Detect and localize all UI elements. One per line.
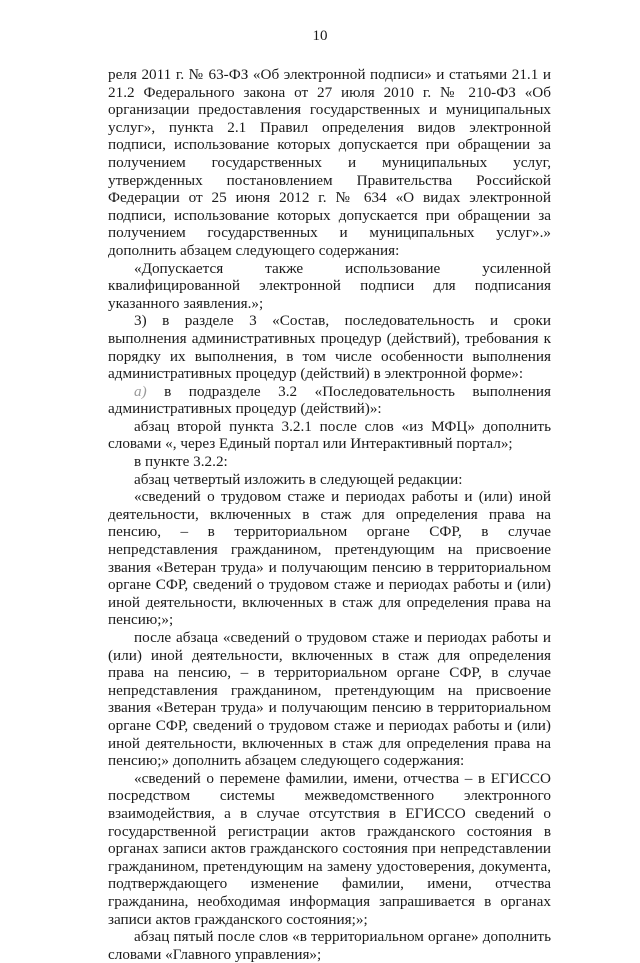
paragraph-quote-signature: «Допускается также использование усиленной квалифицированной электронной подписи для подписания указанного заявления.»; [108, 259, 551, 312]
paragraph-fifth-abzac: абзац пятый после слов «в территориальном органе» дополнить словами «Главного управления»; [108, 928, 551, 963]
paragraph-fourth-abzac: абзац четвертый изложить в следующей редакции: [134, 470, 463, 488]
paragraph-quote-labor-record: «сведений о трудовом стаже и периодах работы и (или) иной деятельности, включенных в стаж для определения права на пенсию, – в территориальном органе СФР, в случае непредставления гражданином, претендующим на присвоение звания «Ветеран труда» и получающим пенсию в территориальном органе СФР, сведений о трудовом стаже и периодах работы и (или) иной деятельности, включенных в стаж для определения права на пенсию;»; [108, 488, 551, 629]
paragraph-item-3: 3) в разделе 3 «Состав, последовательность и сроки выполнения административных процедур (действий), требования к порядку их выполнения, в том числе особенности выполнения административных процедур (действий) в электронной форме»: [108, 312, 551, 383]
paragraph-3-2-1: абзац второй пункта 3.2.1 после слов «из МФЦ» дополнить словами «, через Единый портал или Интерактивный портал»; [108, 417, 551, 453]
paragraph-quote-name-change: «сведений о перемене фамилии, имени, отчества – в ЕГИССО посредством системы межведомственного электронного взаимодействия, а в случае отсутствия в ЕГИССО сведений о государственной регистрации актов гражданского состояния в органах записи актов гражданского состояния при непредставлении гражданином, претендующим на замену удостоверения, документа, подтверждающего изменение фамилии, имени, отчества гражданина, необходимая информация запрашивается в органах записи актов гражданского состояния;»; [108, 769, 551, 928]
document-body [108, 66, 551, 963]
paragraph-after-abzac: после абзаца «сведений о трудовом стаже и периодах работы и (или) иной деятельности, включенных в стаж для определения права на пенсию, – в территориальном органе СФР, в случае непредставления гражданином, претендующим на присвоение звания «Ветеран труда» и получающим пенсию в территориальном органе СФР, сведений о трудовом стаже и периодах работы и (или) иной деятельности, включенных в стаж для определения права на пенсию;» дополнить абзацем следующего содержания: [108, 629, 551, 770]
paragraph-continuation: реля 2011 г. № 63-ФЗ «Об электронной подписи» и статьями 21.1 и 21.2 Федерального закона от 27 июля 2010 г. № 210-ФЗ «Об организации предоставления государственных и муниципальных услуг», пункта 2.1 Правил определения видов электронной подписи, использование которых допускается при обращении за получением государственных и муниципальных услуг, утвержденных постановлением Правительства Российской Федерации от 25 июня 2012 г. № 634 «О видах электронной подписи, использование которых допускается при обращении за получением государственных и муниципальных услуг».» дополнить абзацем следующего содержания: [108, 66, 551, 259]
paragraph-subitem-a: а) в подразделе 3.2 «Последовательность выполнения административных процедур (действий)»: [108, 382, 551, 418]
page-number: 10 [312, 28, 328, 44]
paragraph-3-2-2: в пункте 3.2.2: [134, 453, 228, 471]
handwritten-mark: а) [134, 382, 147, 400]
